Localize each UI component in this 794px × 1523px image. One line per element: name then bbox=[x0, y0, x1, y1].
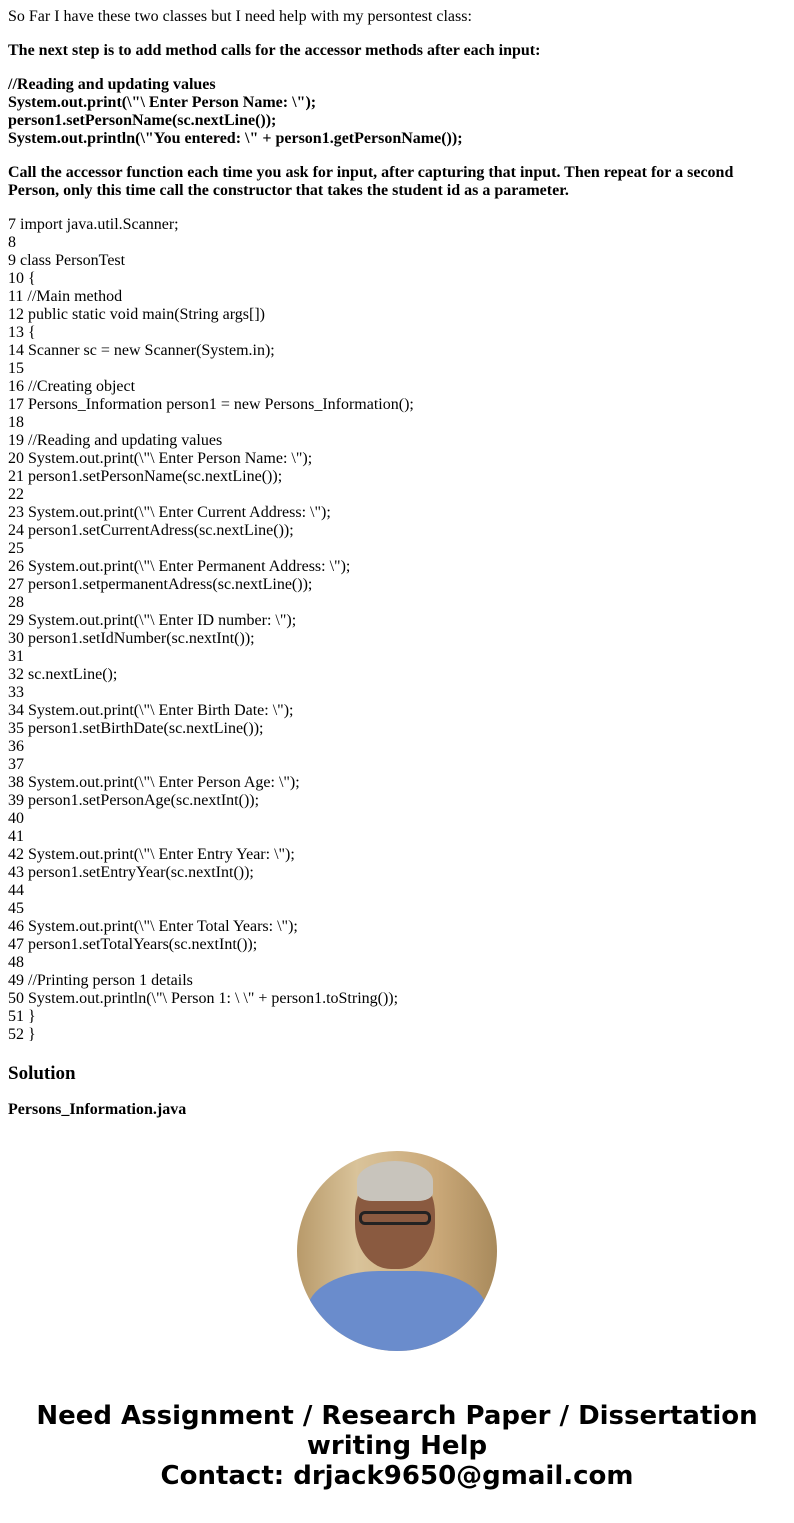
code-line: 27 person1.setpermanentAdress(sc.nextLine()); bbox=[8, 576, 313, 593]
code-line: 36 bbox=[8, 738, 24, 755]
footer-line: Need Assignment / Research Paper / Dissertation bbox=[36, 1401, 758, 1431]
code-line: 44 bbox=[8, 882, 24, 899]
example-line: //Reading and updating values bbox=[8, 76, 216, 93]
code-line: 47 person1.setTotalYears(sc.nextInt()); bbox=[8, 936, 258, 953]
code-line: 35 person1.setBirthDate(sc.nextLine()); bbox=[8, 720, 264, 737]
footer-ad bbox=[8, 1401, 786, 1491]
code-line: 13 { bbox=[8, 324, 36, 341]
code-line: 29 System.out.print(\"\ Enter ID number: \"); bbox=[8, 612, 297, 629]
code-line: 45 bbox=[8, 900, 24, 917]
footer-line: writing Help bbox=[306, 1431, 488, 1461]
code-line: 38 System.out.print(\"\ Enter Person Age: \"); bbox=[8, 774, 300, 791]
code-line: 20 System.out.print(\"\ Enter Person Name: \"); bbox=[8, 450, 313, 467]
code-line: 22 bbox=[8, 486, 24, 503]
code-line: 52 } bbox=[8, 1026, 36, 1043]
code-line: 41 bbox=[8, 828, 24, 845]
code-line: 9 class PersonTest bbox=[8, 252, 126, 269]
code-line: 7 import java.util.Scanner; bbox=[8, 216, 179, 233]
code-listing bbox=[8, 216, 786, 1044]
intro-text: So Far I have these two classes but I need help with my persontest class: bbox=[8, 8, 472, 25]
code-line: 12 public static void main(String args[]) bbox=[8, 306, 265, 323]
solution-heading: Solution bbox=[8, 1063, 76, 1084]
code-line: 37 bbox=[8, 756, 24, 773]
code-line: 28 bbox=[8, 594, 24, 611]
file-name: Persons_Information.java bbox=[8, 1101, 187, 1118]
example-code bbox=[8, 76, 786, 148]
code-line: 10 { bbox=[8, 270, 36, 287]
code-line: 15 bbox=[8, 360, 24, 377]
code-line: 24 person1.setCurrentAdress(sc.nextLine()); bbox=[8, 522, 294, 539]
code-line: 32 sc.nextLine(); bbox=[8, 666, 118, 683]
author-photo bbox=[297, 1151, 497, 1351]
code-line: 19 //Reading and updating values bbox=[8, 432, 223, 449]
code-line: 30 person1.setIdNumber(sc.nextInt()); bbox=[8, 630, 255, 647]
code-line: 26 System.out.print(\"\ Enter Permanent Address: \"); bbox=[8, 558, 351, 575]
example-line: System.out.println(\"You entered: \" + person1.getPersonName()); bbox=[8, 130, 463, 147]
code-line: 39 person1.setPersonAge(sc.nextInt()); bbox=[8, 792, 260, 809]
instruction-text: Call the accessor function each time you ask for input, after capturing that input. Then repeat for a second Person, only this time call the constructor that takes the student id as a parameter. bbox=[8, 164, 734, 199]
code-line: 34 System.out.print(\"\ Enter Birth Date: \"); bbox=[8, 702, 294, 719]
code-line: 40 bbox=[8, 810, 24, 827]
code-line: 17 Persons_Information person1 = new Persons_Information(); bbox=[8, 396, 414, 413]
code-line: 21 person1.setPersonName(sc.nextLine()); bbox=[8, 468, 283, 485]
step-text: The next step is to add method calls for the accessor methods after each input: bbox=[8, 42, 541, 59]
code-line: 14 Scanner sc = new Scanner(System.in); bbox=[8, 342, 275, 359]
code-line: 18 bbox=[8, 414, 24, 431]
code-line: 46 System.out.print(\"\ Enter Total Years: \"); bbox=[8, 918, 298, 935]
code-line: 16 //Creating object bbox=[8, 378, 136, 395]
code-line: 8 bbox=[8, 234, 16, 251]
code-line: 43 person1.setEntryYear(sc.nextInt()); bbox=[8, 864, 254, 881]
code-line: 48 bbox=[8, 954, 24, 971]
code-line: 42 System.out.print(\"\ Enter Entry Year: \"); bbox=[8, 846, 295, 863]
code-line: 33 bbox=[8, 684, 24, 701]
code-line: 49 //Printing person 1 details bbox=[8, 972, 193, 989]
code-line: 31 bbox=[8, 648, 24, 665]
code-line: 25 bbox=[8, 540, 24, 557]
code-line: 51 } bbox=[8, 1008, 36, 1025]
code-line: 23 System.out.print(\"\ Enter Current Address: \"); bbox=[8, 504, 331, 521]
footer-contact: Contact: drjack9650@gmail.com bbox=[160, 1461, 634, 1491]
code-line: 50 System.out.println(\"\ Person 1: \ \" + person1.toString()); bbox=[8, 990, 399, 1007]
example-line: person1.setPersonName(sc.nextLine()); bbox=[8, 112, 277, 129]
example-line: System.out.print(\"\ Enter Person Name: \"); bbox=[8, 94, 317, 111]
code-line: 11 //Main method bbox=[8, 288, 123, 305]
